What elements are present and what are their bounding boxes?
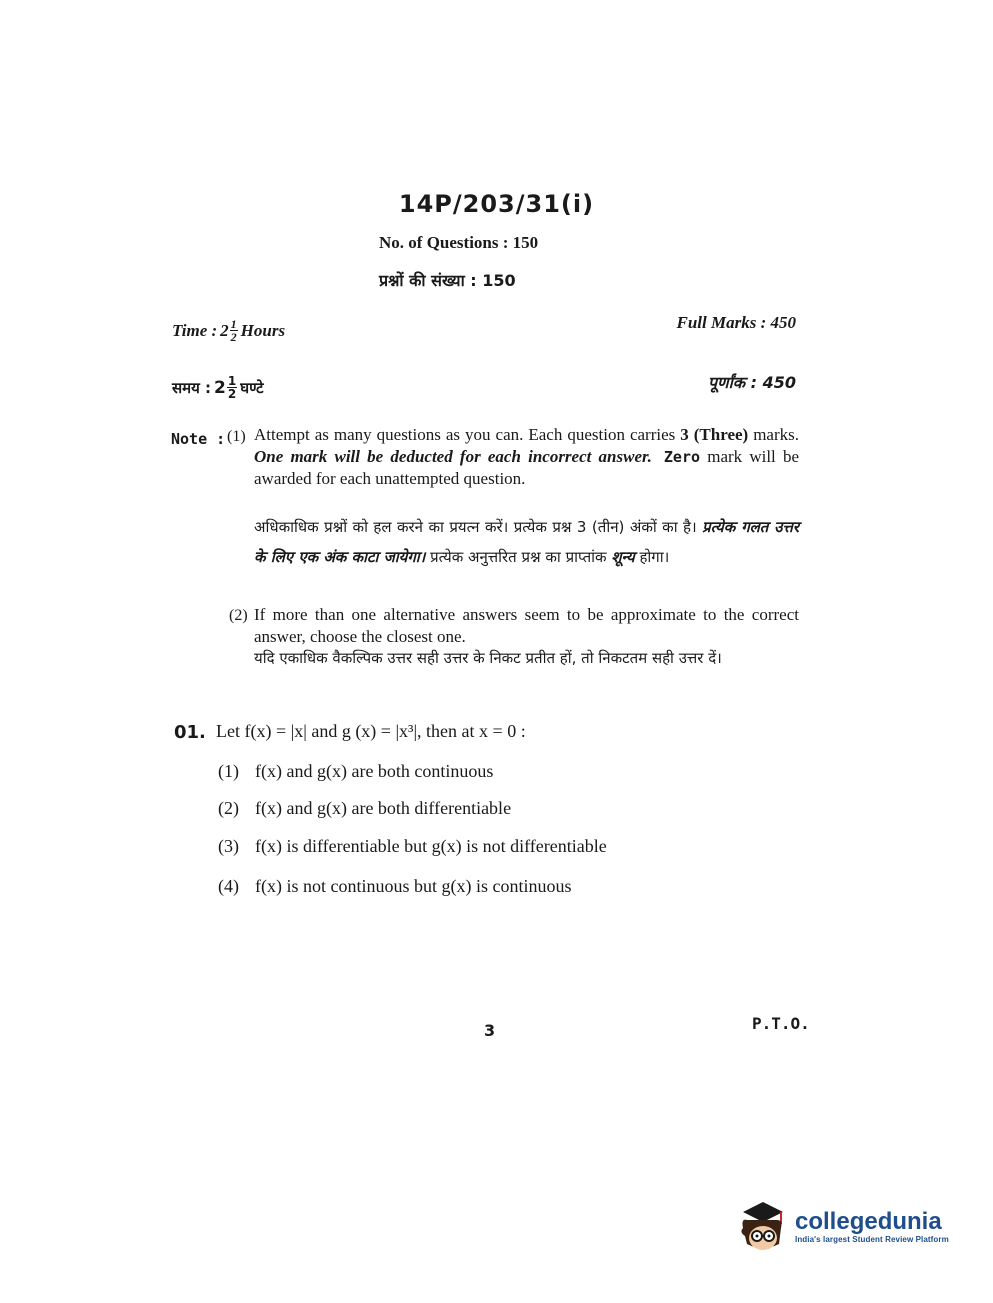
option-3-number: (3) [218,836,239,856]
note-1-en-three: 3 (Three) [680,425,749,444]
logo-name: collegedunia [795,1207,942,1235]
note-label: Note : [171,430,226,448]
note-1-hi-part-a: अधिकाधिक प्रश्नों को हल करने का प्रयत्न करें। प्रत्येक प्रश्न 3 (तीन) अंकों का है। [254,518,703,536]
option-2-text: f(x) and g(x) are both differentiable [255,798,512,818]
option-4-number: (4) [218,876,239,896]
option-1-number: (1) [218,761,239,781]
note-1-en-part-c: mark will be awarded for each unattempted question. [254,447,800,488]
note-1-hi-deduction: प्रत्येक गलत उत्तर के लिए एक अंक काटा जायेगा। [254,518,799,566]
note-1-en-part-b: marks. [748,425,799,444]
number-of-questions-en: No. of Questions : 150 [379,233,539,252]
time-allowed-en [172,318,285,343]
full-marks-en: Full Marks : 450 [676,313,796,332]
time-whole-hi: 2 [214,377,226,398]
collegedunia-logo [733,1198,949,1254]
note-1-hi-shunya: शून्य [611,548,635,566]
number-of-questions-hi: प्रश्नों की संख्या : 150 [379,271,516,290]
time-unit-hi: घण्टे [240,378,264,397]
mascot-icon [733,1198,789,1254]
question-number: 01. [174,722,206,743]
note-2-en: If more than one alternative answers seem to be approximate to the correct answer, choose the closest one. [254,605,799,646]
note-1-en-part-a: Attempt as many questions as you can. Each question carries [254,425,681,444]
option-2-number: (2) [218,798,239,818]
option-4-text: f(x) is not continuous but g(x) is continuous [255,876,572,896]
note-2-hi: यदि एकाधिक वैकल्पिक उत्तर सही उत्तर के निकट प्रतीत हों, तो निकटतम सही उत्तर दें। [254,649,722,667]
time-whole: 2 [220,320,229,340]
question-text: Let f(x) = |x| and g (x) = |x³|, then at x = 0 : [216,721,526,741]
note-1-hi-part-c: होगा। [634,548,670,566]
option-3-text: f(x) is differentiable but g(x) is not differentiable [255,836,607,856]
full-marks-hi: पूर्णांक : 450 [707,373,796,392]
note-1-en-zero: Zero [651,448,701,466]
option-2 [218,798,511,819]
note-1-en [254,424,799,490]
option-1 [218,761,493,782]
paper-code: 14P/203/31(i) [398,190,595,218]
note-1-hi [254,512,799,572]
page-number: 3 [484,1021,496,1040]
time-fraction-hi [214,375,237,400]
time-fraction [220,318,238,343]
logo-tagline: India's largest Student Review Platform [795,1234,949,1244]
time-label: Time : [172,320,218,340]
time-denominator: 2 [230,330,237,344]
time-unit: Hours [240,320,286,340]
option-4 [218,876,571,897]
note-1-hi-part-b: प्रत्येक अनुत्तरित प्रश्न का प्राप्तांक [425,548,612,566]
option-1-text: f(x) and g(x) are both continuous [255,761,494,781]
note-1-en-deduction: One mark will be deducted for each incorrect answer. [254,447,652,466]
time-numerator-hi: 1 [227,374,237,388]
time-label-hi: समय : [172,378,212,397]
time-numerator: 1 [230,317,237,331]
option-3 [218,836,607,857]
pto-label: P.T.O. [752,1014,810,1033]
note-1-number: (1) [227,428,246,445]
time-allowed-hi [172,375,264,400]
note-2-number: (2) [229,607,248,624]
time-denominator-hi: 2 [227,387,237,401]
